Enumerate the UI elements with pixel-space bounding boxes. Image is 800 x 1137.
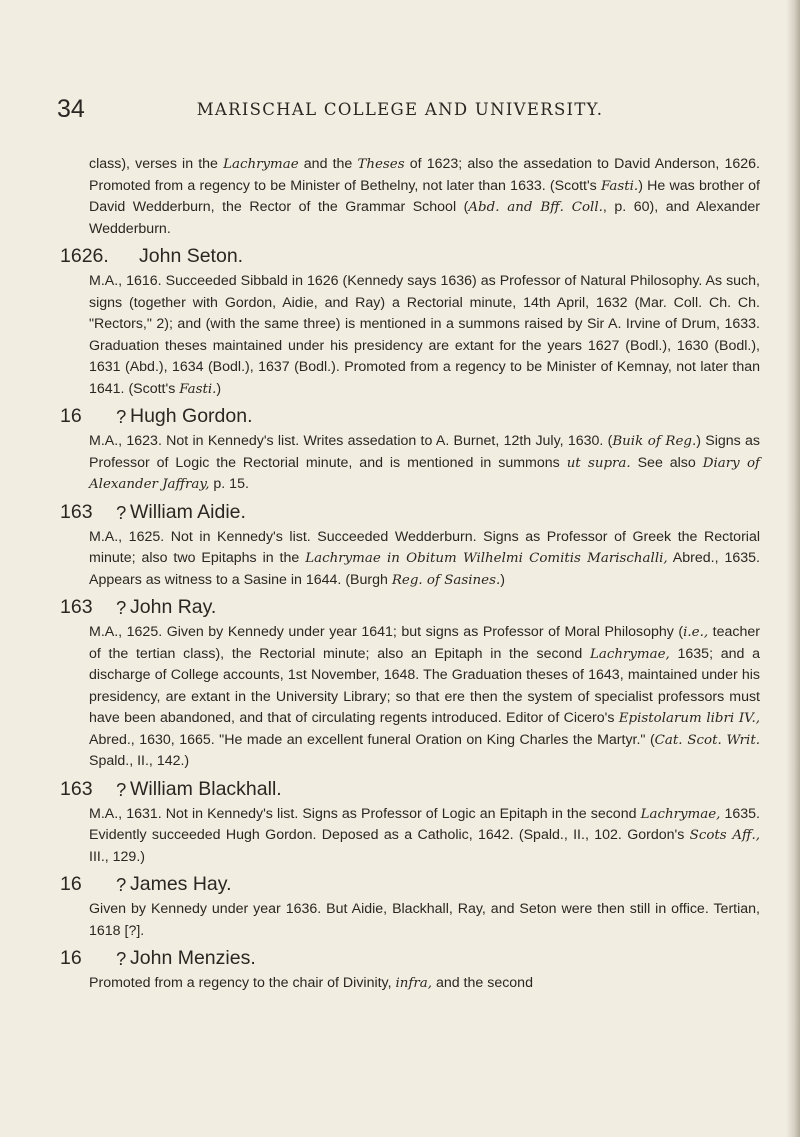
entry-year: 163 xyxy=(60,500,93,523)
entry-william-blackhall xyxy=(60,775,760,869)
entry-question-mark: ? xyxy=(116,406,127,427)
entry-heading xyxy=(60,944,760,973)
entry-heading xyxy=(60,593,760,622)
page-header xyxy=(0,94,800,124)
page-number: 34 xyxy=(57,95,85,123)
entry-text: M.A., 1625. Not in Kennedy's list. Succeeded Wedderburn. Signs as Professor of Greek the Rectorial minute; also two Epitaphs in the Lachrymae in Obitum Wilhelmi Comitis Marischalli, Abred., 1635. Appears as witness to a Sasine in 1644. (Burgh Reg. of Sasines.) xyxy=(89,528,760,588)
entry-james-hay xyxy=(60,870,760,942)
entry-year: 163 xyxy=(60,596,93,618)
entry-john-seton xyxy=(60,242,760,400)
entry-text: M.A., 1631. Not in Kennedy's list. Signs as Professor of Logic an Epitaph in the second Lachrymae, 1635. Evidently succeeded Hugh Gordon. Deposed as a Catholic, 1642. (Spald., II., 102. Gordon's Scots Aff., III., 129.) xyxy=(89,805,760,865)
entry-text: M.A., 1623. Not in Kennedy's list. Writes assedation to A. Burnet, 12th July, 1630. (Buik of Reg.) Signs as Professor of Logic the Rectorial minute, and is mentioned in summons ut supra. See also Diary of Alexander Jaffray, p. 15. xyxy=(89,433,760,492)
entry-year: 16 xyxy=(60,873,82,895)
entry-text: Given by Kennedy under year 1636. But Aidie, Blackhall, Ray, and Seton were then still in office. Tertian, 1618 [?]. xyxy=(89,901,760,939)
running-title: MARISCHAL COLLEGE AND UNIVERSITY. xyxy=(196,100,604,119)
entry-text: Promoted from a regency to the chair of Divinity, infra, and the second xyxy=(89,975,533,991)
page-body xyxy=(60,154,760,995)
entry-year: 163 xyxy=(60,777,93,800)
entry-question-mark: ? xyxy=(116,597,127,618)
entry-heading xyxy=(60,402,760,431)
entry-heading xyxy=(60,498,760,527)
page-spine-shadow xyxy=(786,0,800,1137)
entry-william-aidie xyxy=(60,498,760,592)
entry-name: John Ray. xyxy=(130,596,217,618)
entry-name: William Blackhall. xyxy=(130,777,282,800)
entry-question-mark: ? xyxy=(116,778,127,800)
entry-heading xyxy=(60,870,760,899)
intro-paragraph: class), verses in the Lachrymae and the Theses of 1623; also the assedation to David Anderson, 1626. Promoted from a regency to be Minister of Bethelny, not later than 1633. (Scott's Fasti.) He was brother of David Wedderburn, the Rector of the Grammar School (Abd. and Bff. Coll., p. 60), and Alexander Wedderburn. xyxy=(89,156,761,237)
entry-john-menzies xyxy=(60,944,760,995)
entry-question-mark: ? xyxy=(116,948,127,969)
entry-year: 1626. xyxy=(60,245,109,267)
entry-question-mark: ? xyxy=(116,874,127,895)
entry-text: M.A., 1616. Succeeded Sibbald in 1626 (Kennedy says 1636) as Professor of Natural Philosophy. As such, signs (together with Gordon, Aidie, and Ray) a Rectorial minute, 14th April, 1632 (Mar. Coll. Ch. Ch. "Rectors," 2); and (with the same three) is mentioned in a summons raised by Sir A. Irvine of Drum, 1633. Graduation theses maintained under his presidency are extant for the years 1627 (Bodl.), 1630 (Bodl.), 1631 (Abd.), 1634 (Bodl.), 1637 (Bodl.). Promoted from a regency to be Minister of Kemnay, not later than 1641. (Scott's Fasti.) xyxy=(89,273,760,397)
entry-name: Hugh Gordon. xyxy=(130,405,253,427)
entry-heading xyxy=(60,242,760,271)
entry-heading xyxy=(60,775,760,804)
entry-year: 16 xyxy=(60,405,82,427)
entry-text: M.A., 1625. Given by Kennedy under year 1641; but signs as Professor of Moral Philosophy (i.e., teacher of the tertian class), the Rectorial minute; also an Epitaph in the second Lachrymae, 1635; and a discharge of College accounts, 1st November, 1648. The Graduation theses of 1643, maintained under his presidency, are extant in the University Library; so that ere then the system of specialist professors must have been abandoned, and that of circulating regents introduced. Editor of Cicero's Epistolarum libri IV., Abred., 1630, 1665. "He made an excellent funeral Oration on King Charles the Martyr." (Cat. Scot. Writ. Spald., II., 142.) xyxy=(89,624,761,769)
entry-year: 16 xyxy=(60,947,82,969)
entry-john-ray xyxy=(60,593,760,773)
entry-hugh-gordon xyxy=(60,402,760,496)
entry-name: William Aidie. xyxy=(130,500,246,523)
entry-question-mark: ? xyxy=(116,501,127,523)
entry-name: John Seton. xyxy=(139,245,244,267)
entry-name: James Hay. xyxy=(130,873,232,895)
entry-name: John Menzies. xyxy=(130,947,256,969)
